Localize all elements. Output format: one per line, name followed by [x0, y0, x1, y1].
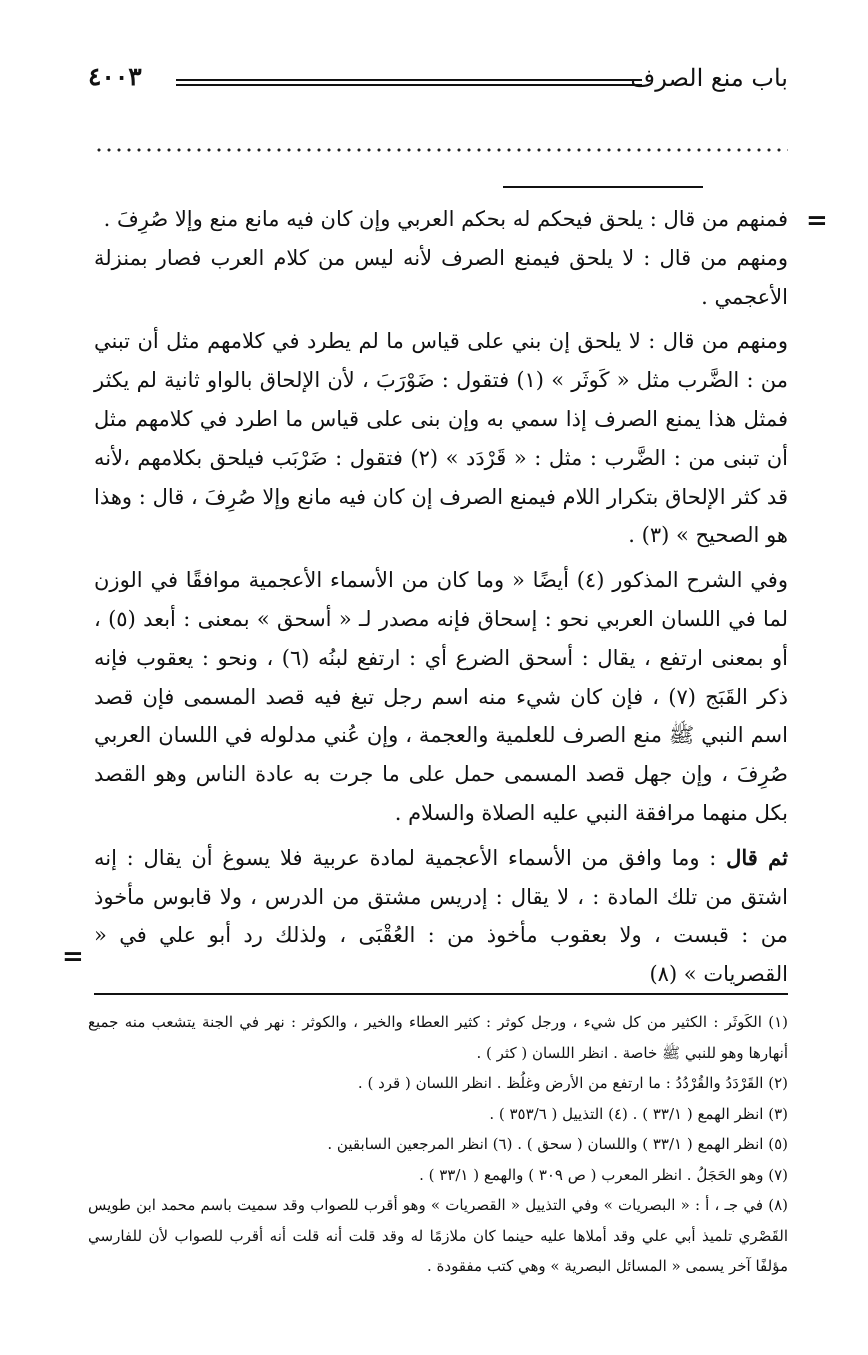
- section-rule: [503, 186, 703, 188]
- paragraph: ومنهم من قال : لا يلحق إن بني على قياس ما لم يطرد في كلامهم مثل أن تبني من : الضَّرب مثل « كَوثَر » (١) فتقول : ضَوْرَبَ ، لأن الإلحاق بالواو ثانية لم يكثر فمثل هذا يمنع الصرف إذا سمي به وإن بنى على قياس ما اطرد في كلامهم مثل أن تبنى من : الضَّرب : مثل : « قَرْدَد » (٢) فتقول : ضَرْبَب فيلحق بكلامهم ،لأنه قد كثر الإلحاق بتكرار اللام فيمنع الصرف إن كان فيه مانع وإلا صُرِفَ ، قال : وهذا هو الصحيح » (٣) .: [94, 329, 788, 548]
- paragraph-lead: ثم قال: [726, 844, 788, 870]
- paragraph: فمنهم من قال : يلحق فيحكم له بحكم العربي وإن كان فيه مانع منع وإلا صُرِفَ .: [103, 207, 788, 231]
- footnote: (٢) القَرْدَدُ والقُرْدُدُ : ما ارتفع من الأرض وغلُظ . انظر اللسان ( قرد ) .: [357, 1074, 788, 1092]
- footnote: (٣) انظر الهمع ( ٣٣/١ ) . (٤) التذييل ( ٣٥٣/٦ ) .: [489, 1104, 788, 1123]
- footnote: (٨) في جـ ، أ : « البصريات » وفي التذييل « القصريات » وهو أقرب للصواب وقد سميت باسم محمد ابن طويس القَصْري تلميذ أبي علي وقد أملاها عليه حينما كان ملازمًا له وقد قلت أنه قلت أنه أقرب للصواب لأن للفارسي مؤلفًا آخر يسمى « المسائل البصرية » وهي كتب مفقودة .: [88, 1196, 788, 1275]
- paragraph-text: : وما وافق من الأسماء الأعجمية لمادة عربية فلا يسوغ أن يقال : إنه اشتق من تلك المادة : ، لا يقال : إدريس مشتق من الدرس ، ولا قابوس مأخوذ من : قبست ، ولا بعقوب مأخوذ من : العُقْبَى ، ولذلك رد أبو علي في « القصريات » (٨): [94, 845, 788, 987]
- paragraph: [94, 839, 788, 994]
- footnote-rule: [94, 993, 788, 995]
- footnote: (٧) وهو الحَجَلُ . انظر المعرب ( ص ٣٠٩ ) والهمع ( ٣٣/١ ) .: [419, 1165, 788, 1184]
- chapter-title: باب منع الصرف: [630, 64, 788, 92]
- main-text: [94, 200, 788, 994]
- dotted-separator: [94, 148, 788, 152]
- page-number: ٤٠٠٣: [88, 62, 142, 91]
- paragraph: وفي الشرح المذكور (٤) أيضًا « وما كان من الأسماء الأعجمية موافقًا في الوزن لما في اللسان العربي نحو : إسحاق فإنه مصدر لـ « أسحق » بمعنى : أبعد (٥) ، أو بمعنى ارتفع ، يقال : أسحق الضرع أي : ارتفع لبنُه (٦) ، ونحو : يعقوب فإنه ذكر القَبَج (٧) ، فإن كان شيء منه اسم رجل تبغ فيه قصد المسمى فإن قصد اسم النبي ﷺ منع الصرف للعلمية والعجمة ، وإن عُني مدلوله في اللسان العربي صُرِفَ ، وإن جهل قصد المسمى حمل على ما جرت به عادة الناس وهو القصد بكل منهما مرافقة النبي عليه الصلاة والسلام .: [94, 568, 788, 825]
- footnotes: [88, 1007, 788, 1282]
- page-header: [88, 62, 788, 102]
- paragraph: ومنهم من قال : لا يلحق فيمنع الصرف لأنه ليس من كلام العرب فصار بمنزلة الأعجمي .: [94, 245, 788, 309]
- continued-mark-bottom: =: [62, 942, 84, 972]
- footnote: (٥) انظر الهمع ( ٣٣/١ ) واللسان ( سحق ) . (٦) انظر المرجعين السابقين .: [327, 1135, 788, 1153]
- header-rule: [176, 79, 642, 86]
- continued-mark-top: =: [806, 206, 828, 236]
- footnote: (١) الكَوثَر : الكثير من كل شيء ، ورجل كوثر : كثير العطاء والخير ، والكوثر : نهر في الجنة يتشعب منه جميع أنهارها وهو للنبي ﷺ خاصة . انظر اللسان ( كثر ) .: [88, 1013, 788, 1062]
